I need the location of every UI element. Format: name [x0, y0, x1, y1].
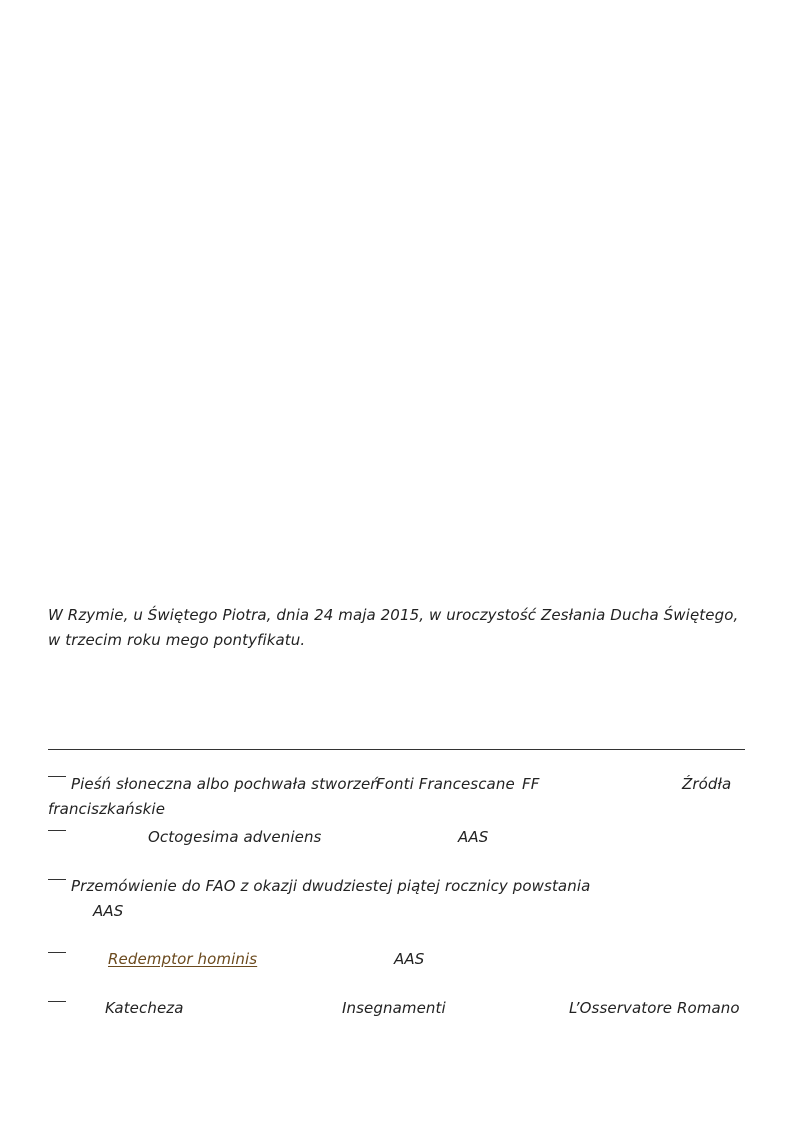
footnote-marker[interactable] [48, 1001, 66, 1002]
footnote-2-title: Octogesima adveniens [148, 828, 322, 846]
closing-line-2: w trzecim roku mego pontyfikatu. [48, 631, 306, 649]
footnote-3-text: Przemówienie do FAO z okazji dwudziestej piątej rocznicy powstania [71, 877, 591, 895]
footnote-marker[interactable] [48, 952, 66, 953]
footnote-marker[interactable] [48, 879, 66, 880]
footnote-separator [48, 749, 745, 750]
closing-line-1: W Rzymie, u Świętego Piotra, dnia 24 maja 2015, w uroczystość Zesłania Ducha Świętego, [48, 606, 739, 624]
footnote-1-text: Pieśń słoneczna albo pochwała stworzeń [71, 775, 380, 793]
footnote-5-text: Katecheza [105, 999, 184, 1017]
footnote-2-source: AAS [458, 828, 489, 846]
footnote-marker[interactable] [48, 776, 66, 777]
footnote-5-source: Insegnamenti [342, 999, 446, 1017]
closing-date-paragraph [48, 603, 748, 653]
footnote-marker[interactable] [48, 830, 66, 831]
footnote-1-translation-cont: franciszkańskie [48, 800, 166, 818]
footnote-4-source: AAS [394, 950, 425, 968]
footnote-5-source-2: L’Osservatore Romano [569, 999, 740, 1017]
footnote-3-source: AAS [93, 902, 124, 920]
footnote-1-abbr: FF [522, 775, 540, 793]
redemptor-hominis-link[interactable]: Redemptor hominis [108, 950, 258, 968]
footnote-1-translation: Źródła [682, 775, 732, 793]
footnote-1-source: Fonti Francescane [376, 775, 515, 793]
